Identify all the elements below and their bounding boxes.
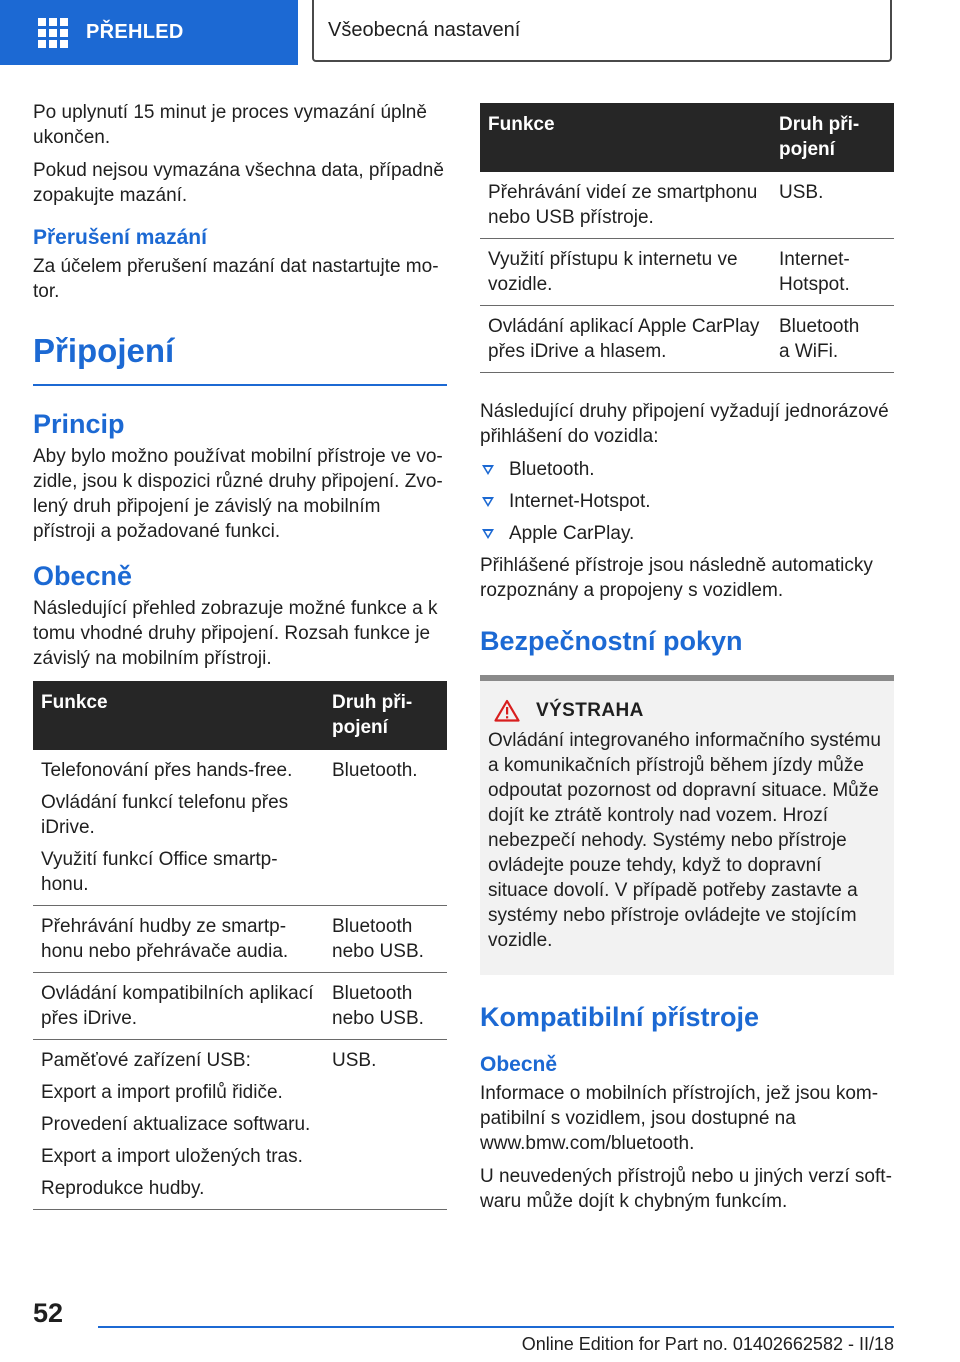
list-item <box>480 457 894 482</box>
footer-divider <box>98 1326 894 1328</box>
section-title-tab[interactable] <box>312 0 892 62</box>
list-item <box>480 521 894 546</box>
paragraph: Informace o mobilních přístrojích, jež jsou kompatibilní s vozidlem, jsou dostupné na www.bmw.com/bluetooth. <box>480 1083 879 1154</box>
page-number: 52 <box>33 1298 64 1328</box>
table-cell-function <box>33 750 324 906</box>
list-item-text: Apple CarPlay. <box>509 523 635 544</box>
warning-header <box>488 699 886 722</box>
table-header-connection: Druh připojení <box>771 103 894 172</box>
table-cell-connection: Bluetooth a WiFi. <box>771 306 894 373</box>
cell-line: Export a import uložených tras. <box>41 1146 303 1167</box>
cell-line: Ovládání kompatibilních aplikací přes iDrive. <box>41 983 314 1029</box>
table-row <box>33 906 447 973</box>
overview-tab[interactable] <box>0 0 298 65</box>
left-column <box>33 100 447 1210</box>
grid-menu-icon <box>38 18 68 48</box>
paragraph: Za účelem přerušení mazání dat nastartujte motor. <box>33 256 439 302</box>
table-row <box>480 306 894 373</box>
heading-principle: Princip <box>33 409 125 439</box>
table-cell-connection: Bluetooth nebo USB. <box>324 906 447 973</box>
table-header-function: Funkce <box>480 103 771 172</box>
table-row <box>33 750 447 906</box>
heading-safety: Bezpečnostní pokyn <box>480 626 743 656</box>
paragraph: Pokud nejsou vymazána všechna data, případně zopakujte mazání. <box>33 160 444 206</box>
connection-table <box>33 681 447 1210</box>
overview-label: PŘEHLED <box>86 21 184 43</box>
right-column <box>480 103 894 1222</box>
triangle-bullet-icon <box>482 529 494 539</box>
heading-general: Obecně <box>480 1053 558 1076</box>
table-row <box>33 973 447 1040</box>
paragraph: U neuvedených přístrojů nebo u jiných verzí softwaru může dojít k chybným funkcím. <box>480 1166 892 1212</box>
table-cell-function <box>33 1040 324 1210</box>
heading-connection: Připojení <box>33 330 447 386</box>
paragraph: Po uplynutí 15 minut je proces vymazání úplně ukončen. <box>33 102 427 148</box>
cell-line: Paměťové zařízení USB: <box>41 1050 251 1071</box>
table-cell-function: Využití přístupu k internetu ve vozidle. <box>480 239 771 306</box>
cell-line: Telefonování přes hands-free. <box>41 760 293 781</box>
table-row <box>33 1040 447 1210</box>
paragraph: Přihlášené přístroje jsou následně automaticky rozpoznány a propojeny s vozidlem. <box>480 555 873 601</box>
list-item <box>480 489 894 514</box>
triangle-bullet-icon <box>482 497 494 507</box>
paragraph: Následující přehled zobrazuje možné funkce a k tomu vhodné druhy připojení. Rozsah funkce je závislý na mobilním přístroji. <box>33 598 438 669</box>
table-header-connection: Druh připojení <box>324 681 447 750</box>
cell-line: Využití funkcí Office smartphonu. <box>41 849 278 895</box>
cell-line: Provedení aktualizace softwaru. <box>41 1114 311 1135</box>
heading-cancel-deletion: Přerušení mazání <box>33 226 207 249</box>
cell-line: Přehrávání hudby ze smartphonu nebo přehrávače audia. <box>41 916 289 962</box>
table-cell-function <box>33 906 324 973</box>
warning-title: VÝSTRAHA <box>536 699 644 721</box>
table-row <box>480 239 894 306</box>
list-item-text: Internet-Hotspot. <box>509 491 651 512</box>
table-header-function: Funkce <box>33 681 324 750</box>
edition-footer: Online Edition for Part no. 01402662582 - II/18 <box>521 1334 894 1354</box>
warning-box <box>480 675 894 975</box>
table-cell-connection: USB. <box>771 172 894 239</box>
table-header-row <box>33 681 447 750</box>
bullet-list <box>480 457 894 546</box>
cell-line: Ovládání funkcí telefonu přes iDrive. <box>41 792 289 838</box>
paragraph: Aby bylo možno používat mobilní přístroje ve vozidle, jsou k dispozici různé druhy připojení. Zvolený druh připojení je závislý na mobilním přístroji a požadované funkci. <box>33 446 443 542</box>
table-cell-connection: Internet-Hotspot. <box>771 239 894 306</box>
warning-text: Ovládání integrovaného informačního systému a komunikačních přístrojů během jízdy může odpoutat pozornost od dopravní situace. Může dojít ke ztrátě kontroly nad vozem. Hrozí nebezpečí nehody. Systémy nebo přístroje ovládejte pouze tehdy, když to dopravní situace dovolí. V případě potřeby zastavte a systémy nebo přístroje ovládejte ve stojícím vozidle. <box>488 730 881 951</box>
table-cell-function <box>33 973 324 1040</box>
heading-general: Obecně <box>33 561 133 591</box>
paragraph: Následující druhy připojení vyžadují jednorázové přihlášení do vozidla: <box>480 401 889 447</box>
table-cell-connection: USB. <box>324 1040 447 1210</box>
connection-table-continued <box>480 103 894 373</box>
triangle-bullet-icon <box>482 465 494 475</box>
table-cell-function: Ovládání aplikací Apple CarPlay přes iDrive a hlasem. <box>480 306 771 373</box>
table-header-row <box>480 103 894 172</box>
heading-compatible-devices: Kompatibilní přístroje <box>480 1002 760 1032</box>
section-title: Všeobecná nastavení <box>328 18 521 41</box>
warning-triangle-icon <box>494 699 520 722</box>
table-row <box>480 172 894 239</box>
list-item-text: Bluetooth. <box>509 459 595 480</box>
cell-line: Reprodukce hudby. <box>41 1178 205 1199</box>
cell-line: Export a import profilů řidiče. <box>41 1082 283 1103</box>
table-cell-connection: Bluetooth nebo USB. <box>324 973 447 1040</box>
table-cell-function: Přehrávání videí ze smartphonu nebo USB přístroje. <box>480 172 771 239</box>
table-cell-connection: Bluetooth. <box>324 750 447 906</box>
